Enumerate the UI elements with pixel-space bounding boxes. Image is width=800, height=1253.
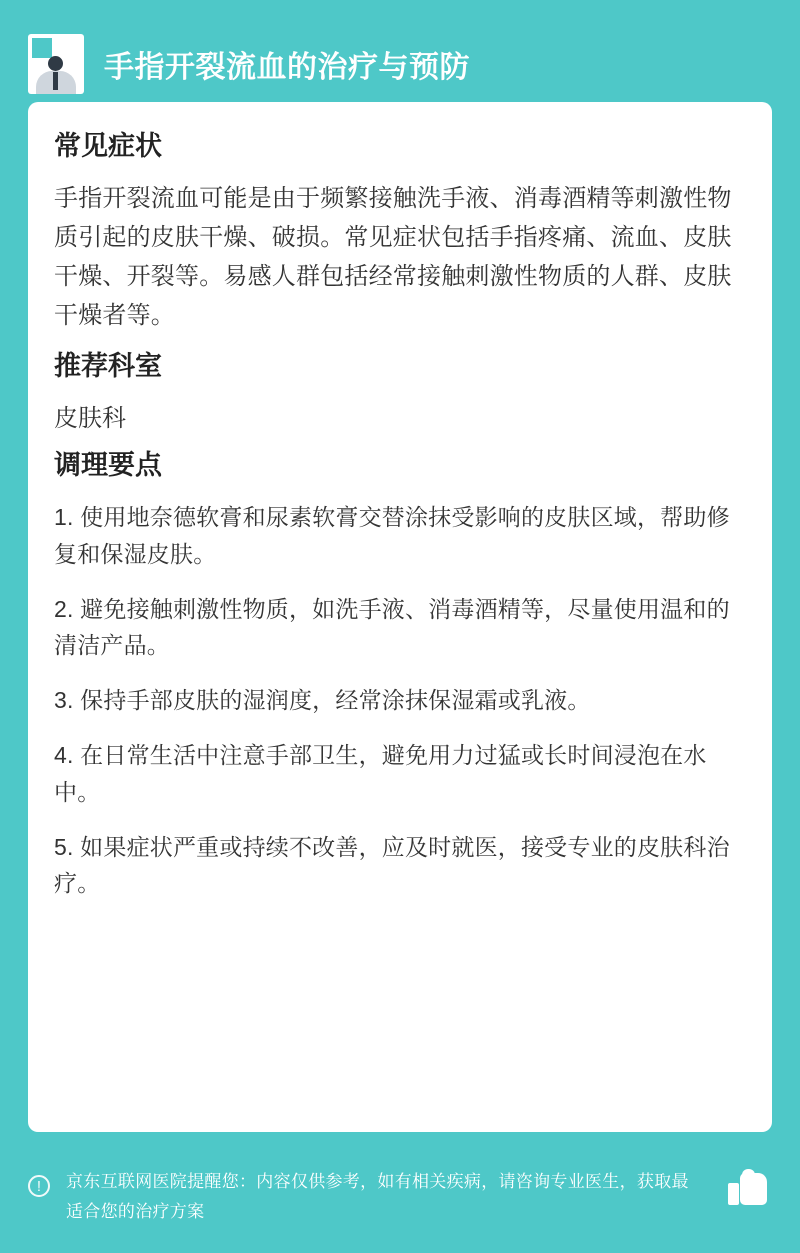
section-body-symptoms: 手指开裂流血可能是由于频繁接触洗手液、消毒酒精等刺激性物质引起的皮肤干燥、破损。常见症状包括手指疼痛、流血、皮肤干燥、开裂等。易感人群包括经常接触刺激性物质的人群、皮肤干燥者等。 — [54, 185, 732, 330]
list-item: 4. 在日常生活中注意手部卫生，避免用力过猛或长时间浸泡在水中。 — [54, 742, 707, 805]
page-title: 手指开裂流血的治疗与预防 — [104, 51, 470, 84]
page-header — [28, 30, 772, 102]
list-item: 2. 避免接触刺激性物质，如洗手液、消毒酒精等，尽量使用温和的清洁产品。 — [54, 595, 730, 659]
list-item: 5. 如果症状严重或持续不改善，应及时就医，接受专业的皮肤科治疗。 — [54, 833, 730, 897]
footer-disclaimer: 京东互联网医院提醒您：内容仅供参考，如有相关疾病，请咨询专业医生，获取最适合您的治疗方案 — [66, 1172, 689, 1221]
list-item: 3. 保持手部皮肤的湿润度，经常涂抹保湿霜或乳液。 — [54, 687, 591, 714]
section-body-department: 皮肤科 — [54, 405, 126, 433]
section-heading-symptoms: 常见症状 — [54, 131, 162, 161]
section-heading-department: 推荐科室 — [54, 350, 162, 381]
doctor-document-icon — [28, 34, 90, 96]
content-card — [28, 102, 772, 1132]
info-circle-icon: ! — [28, 1175, 50, 1197]
list-item: 1. 使用地奈德软膏和尿素软膏交替涂抹受影响的皮肤区域，帮助修复和保湿皮肤。 — [54, 504, 730, 567]
thumbs-up-icon[interactable] — [728, 1169, 768, 1211]
footer — [28, 1161, 772, 1235]
section-heading-care-points: 调理要点 — [54, 449, 162, 480]
